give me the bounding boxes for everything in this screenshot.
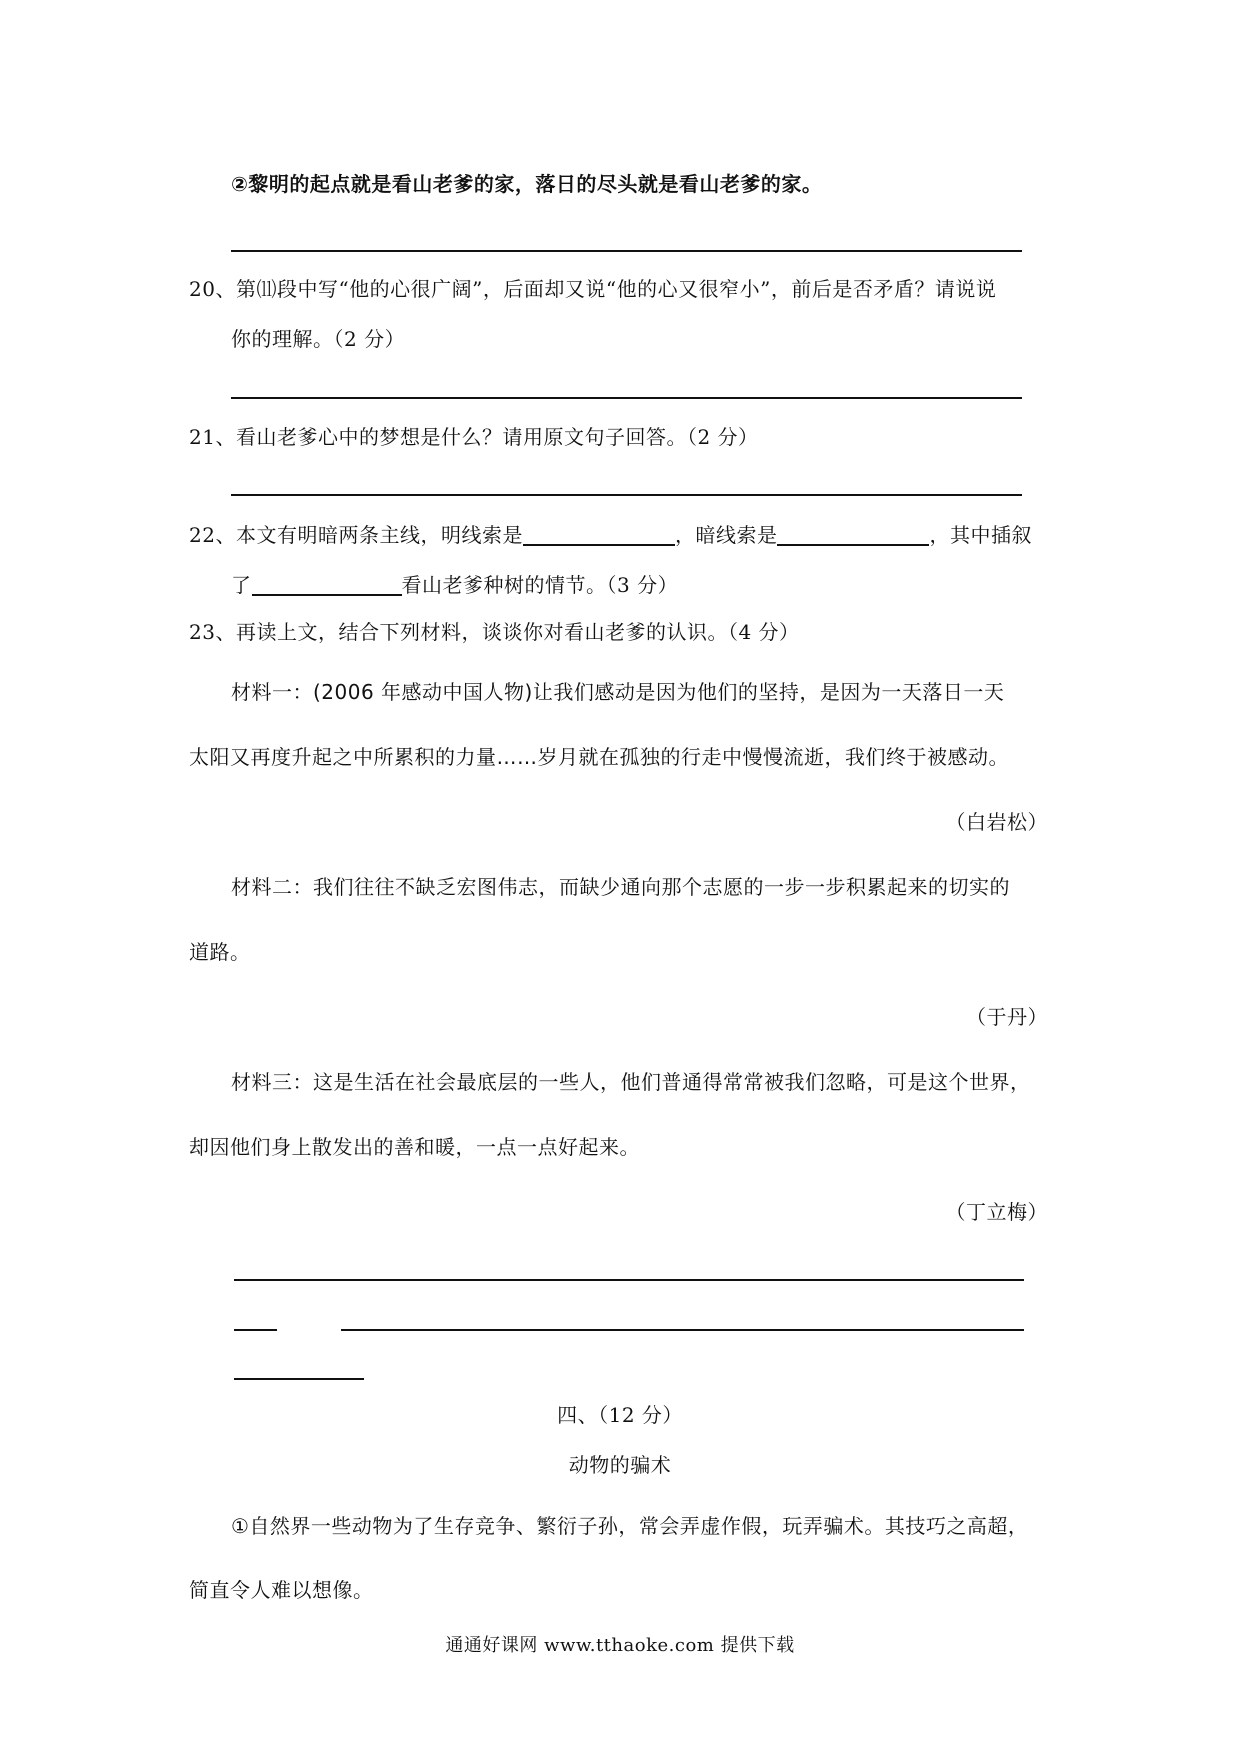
q22-blank-3[interactable] <box>252 574 402 596</box>
q21-line1: 21、看山老爹心中的梦想是什么？请用原文句子回答。（2 分） <box>189 425 759 449</box>
q22-part5: 看山老爹种树的情节。（3 分） <box>401 573 679 597</box>
answer-line[interactable] <box>234 1329 277 1331</box>
q22-part1: 22、本文有明暗两条主线，明线索是 <box>189 523 523 547</box>
q22-blank-1[interactable] <box>523 524 675 546</box>
material2-author: （于丹） <box>966 1005 1048 1029</box>
article-title: 动物的骗术 <box>568 1453 672 1477</box>
q20-line2: 你的理解。（2 分） <box>231 327 406 351</box>
q22-line1 <box>189 524 1032 546</box>
q22-blank-2[interactable] <box>777 524 929 546</box>
material1-line1: 材料一：(2006 年感动中国人物)让我们感动是因为他们的坚持，是因为一天落日一天 <box>231 680 1005 704</box>
material2-line1: 材料二：我们往往不缺乏宏图伟志，而缺少通向那个志愿的一步一步积累起来的切实的 <box>231 875 1010 899</box>
answer-line[interactable] <box>234 1378 364 1380</box>
material3-line1: 材料三：这是生活在社会最底层的一些人，他们普通得常常被我们忽略，可是这个世界， <box>231 1070 1031 1094</box>
material3-author: （丁立梅） <box>945 1200 1048 1224</box>
q19-item2: ②黎明的起点就是看山老爹的家，落日的尽头就是看山老爹的家。 <box>231 172 823 196</box>
answer-line[interactable] <box>341 1329 1024 1331</box>
paragraph1-line1: ①自然界一些动物为了生存竞争、繁衍子孙，常会弄虚作假，玩弄骗术。其技巧之高超， <box>231 1514 1029 1538</box>
answer-line[interactable] <box>231 494 1022 496</box>
material1-line2: 太阳又再度升起之中所累积的力量……岁月就在孤独的行走中慢慢流逝，我们终于被感动。 <box>189 745 1009 769</box>
material3-line2: 却因他们身上散发出的善和暖，一点一点好起来。 <box>189 1135 640 1159</box>
page-footer: 通通好课网 www.tthaoke.com 提供下载 <box>445 1635 795 1656</box>
q22-part4: 了 <box>231 573 252 597</box>
answer-line[interactable] <box>231 250 1022 252</box>
q22-part2: ，暗线索是 <box>674 523 778 547</box>
answer-line[interactable] <box>231 397 1022 399</box>
q22-line2 <box>231 574 678 596</box>
q23-line1: 23、再读上文，结合下列材料，谈谈你对看山老爹的认识。（4 分） <box>189 620 800 644</box>
q22-part3: ，其中插叙 <box>929 523 1032 547</box>
material1-author: （白岩松） <box>945 810 1048 834</box>
material2-line2: 道路。 <box>189 940 251 964</box>
paragraph1-line2: 简直令人难以想像。 <box>189 1578 374 1602</box>
answer-line[interactable] <box>234 1279 1024 1281</box>
q20-line1: 20、第⑾段中写“他的心很广阔”，后面却又说“他的心又很窄小”，前后是否矛盾？请说说 <box>189 277 997 301</box>
section-heading: 四、（12 分） <box>557 1403 683 1427</box>
